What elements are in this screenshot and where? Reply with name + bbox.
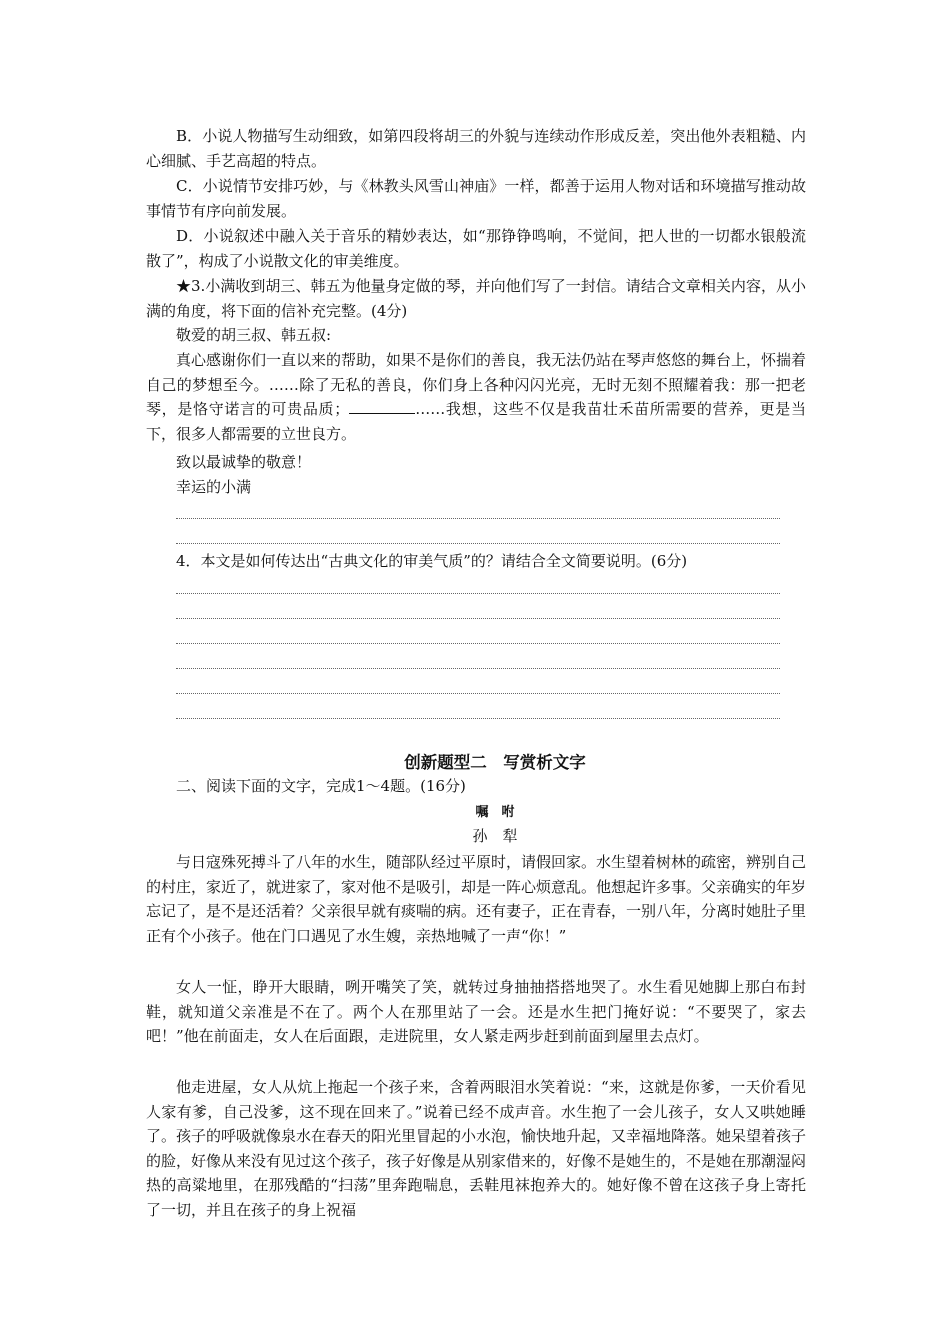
answer-line[interactable] [176,693,780,694]
letter-body-after-blank: ……我想，这些不仅是我苗壮禾苗所需要的营养，更是当下，很多人都需要的立世良方。 [146,400,806,443]
option-d: D．小说叙述中融入关于音乐的精妙表达，如“那铮铮鸣响，不觉间，把人世的一切都水银般流散了”，构成了小说散文化的审美维度。 [146,227,806,270]
letter-signature: 幸运的小满 [176,478,252,496]
option-c: C．小说情节安排巧妙，与《林教头风雪山神庙》一样，都善于运用人物对话和环境描写推动故事情节有序向前发展。 [146,177,806,220]
letter-closing: 致以最诚挚的敬意！ [176,453,312,471]
question-3-prompt: ★3.小满收到胡三、韩五为他量身定做的琴，并向他们写了一封信。请结合文章相关内容，从小满的角度，将下面的信补充完整。(4分) [146,277,806,320]
story-title: 嘱 咐 [475,805,515,820]
letter-answer-blank[interactable] [349,399,415,414]
option-b: B．小说人物描写生动细致，如第四段将胡三的外貌与连续动作形成反差，突出他外表粗糙、内心细腻、手艺高超的特点。 [146,127,806,170]
letter-body [146,348,806,446]
question-4-prompt: 4．本文是如何传达出“古典文化的审美气质”的？请结合全文简要说明。(6分) [176,552,688,570]
section-title: 创新题型二 写赏析文字 [404,753,586,772]
section-instruction: 二、阅读下面的文字，完成1～4题。(16分) [176,777,466,795]
story-paragraph-2: 女人一怔，睁开大眼睛，咧开嘴笑了笑，就转过身抽抽搭搭地哭了。水生看见她脚上那白布封鞋，就知道父亲准是不在了。两个人在那里站了一会。还是水生把门掩好说：“不要哭了，家去吧！”他在前面走，女人在后面跟，走进院里，女人紧走两步赶到前面到屋里去点灯。 [146,978,806,1046]
story-paragraph-3: 他走进屋，女人从炕上拖起一个孩子来，含着两眼泪水笑着说：“来，这就是你爹，一天价看见人家有爹，自己没爹，这不现在回来了。”说着已经不成声音。水生抱了一会儿孩子，女人又哄她睡了。孩子的呼吸就像泉水在春天的阳光里冒起的小水泡，愉快地升起，又幸福地降落。她呆望着孩子的脸，好像从来没有见过这个孩子，孩子好像是从别家借来的，好像不是她生的，不是她在那潮湿闷热的高粱地里，在那残酷的“扫荡”里奔跑喘息，丢鞋甩袜抱养大的。她好像不曾在这孩子身上寄托了一切，并且在孩子的身上祝福 [146,1078,807,1219]
answer-line[interactable] [176,718,780,719]
answer-line[interactable] [176,518,780,519]
answer-line[interactable] [176,593,780,594]
answer-line[interactable] [176,643,780,644]
letter-body-before-blank: 真心感谢你们一直以来的帮助，如果不是你们的善良，我无法仍站在琴声悠悠的舞台上，怀揣着自己的梦想至今。……除了无私的善良，你们身上各种闪闪光亮，无时无刻不照耀着我：那一把老琴，是恪守诺言的可贵品质； [146,351,807,419]
story-author: 孙 犁 [472,827,518,845]
answer-line[interactable] [176,668,780,669]
answer-line[interactable] [176,543,780,544]
letter-salutation: 敬爱的胡三叔、韩五叔: [176,326,332,344]
story-paragraph-1: 与日寇殊死搏斗了八年的水生，随部队经过平原时，请假回家。水生望着树林的疏密，辨别自己的村庄，家近了，就进家了，家对他不是吸引，却是一阵心烦意乱。他想起许多事。父亲确实的年岁忘记了，是不是还活着？父亲很早就有痰喘的病。还有妻子，正在青春，一别八年，分离时她肚子里正有个小孩子。他在门口遇见了水生嫂，亲热地喊了一声“你！” [146,853,807,945]
answer-line[interactable] [176,618,780,619]
